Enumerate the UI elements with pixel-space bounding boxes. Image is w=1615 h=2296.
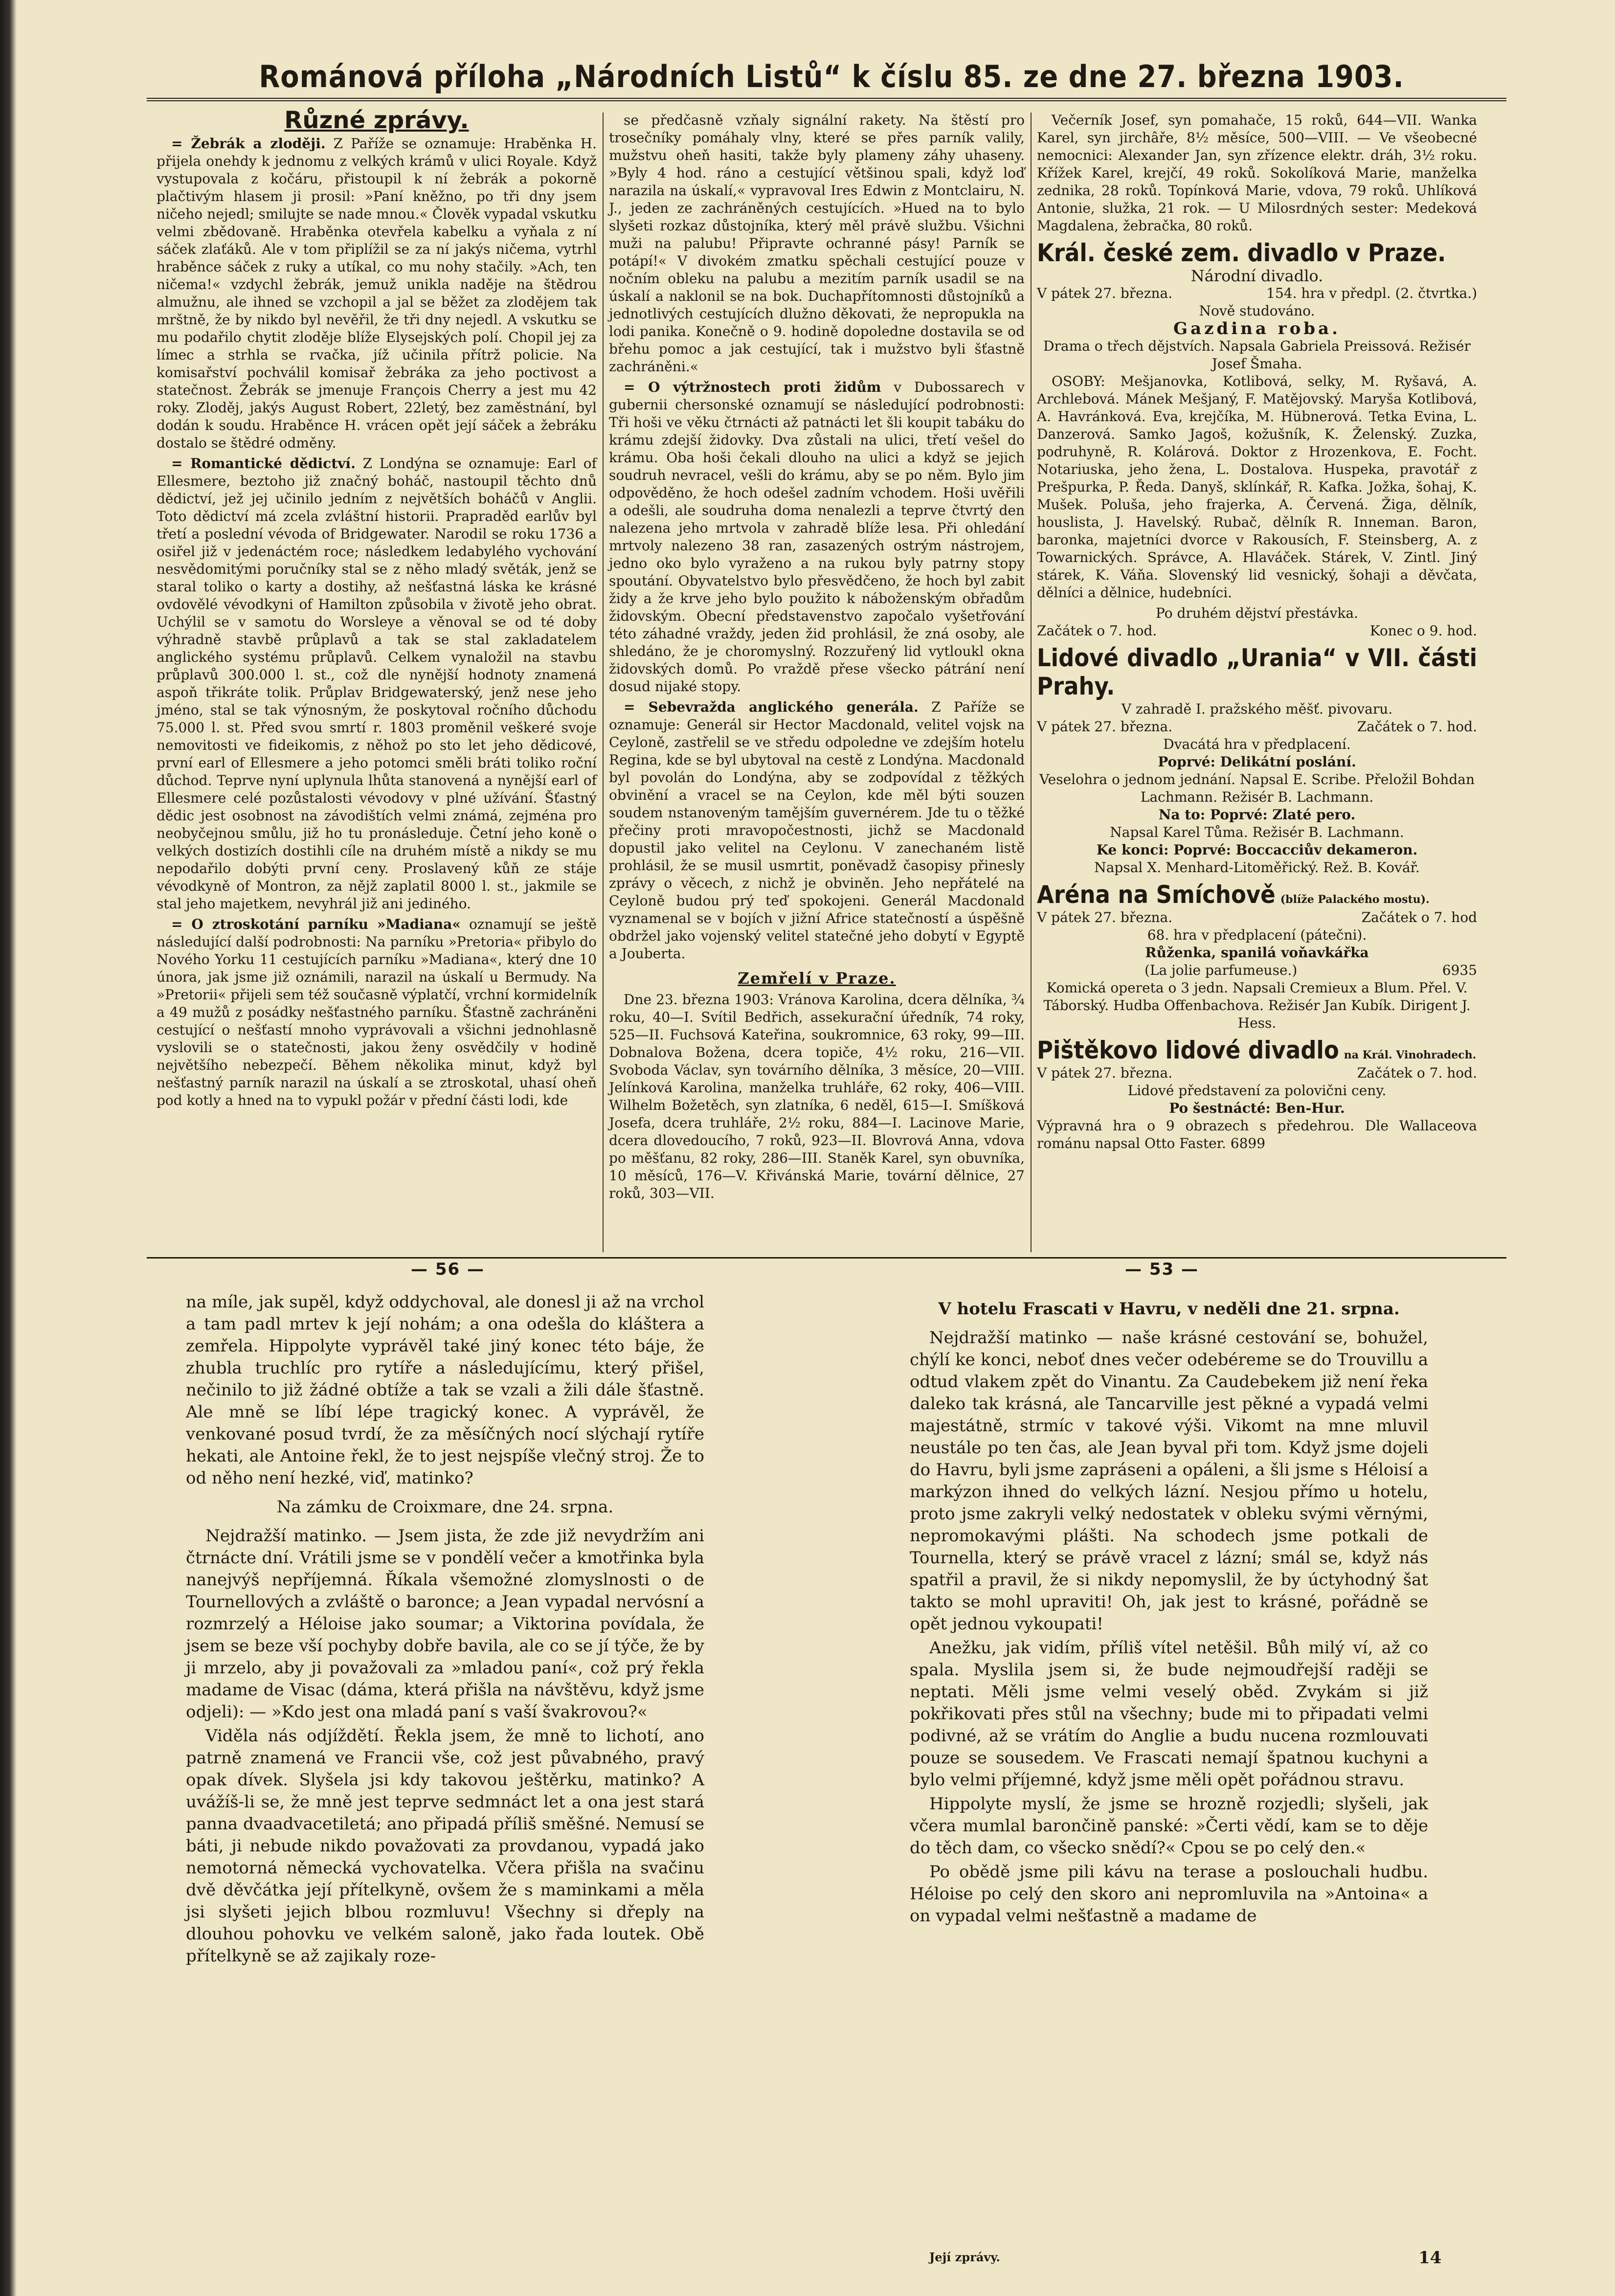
start-time: Začátek o 7. hod. [1357, 1065, 1477, 1081]
article-lead: = Sebevražda anglického generála. [624, 699, 919, 715]
play-description [1037, 1117, 1477, 1152]
header-rule [147, 98, 1506, 101]
performance-row [1037, 285, 1477, 302]
letter-heading: Na zámku de Croixmare, dne 24. srpna. [276, 1497, 614, 1517]
article [157, 455, 597, 913]
start-time: Začátek o 7. hod. [1357, 719, 1477, 735]
page-binding-edge [0, 0, 17, 2296]
performance-note: Lidové představení za polovični ceny. [1127, 1082, 1387, 1099]
article [157, 135, 597, 452]
performance-date: V pátek 27. března. [1037, 909, 1173, 925]
play-description: Napsal X. Menhard-Litoměřický. Rež. B. Kovář. [1094, 859, 1420, 876]
theater-heading [1037, 1032, 1477, 1064]
end-time: Konec o 9. hod. [1369, 623, 1477, 639]
middle-column [609, 112, 1025, 1205]
ad-number: 6899 [1230, 1135, 1266, 1151]
novel-paragraph: Anežku, jak vidím, příliš vítel netěšil. Bůh milý ví, až co spala. Myslila jsem si, že bude nejmoudřejší raději se neptati. Měli jsme velmi veselý oběd. Zvykám si již pokřikovati přes stůl na všechny; bude mi to připadati velmi podivné, až se vrátím do Anglie a budu nucena rozmlouvati pouze se sousedem. Ve Frascati nemají špatnou kuchyni a bylo velmi příjemné, když jsme měli opět pořádnou stravu. [910, 1638, 1428, 1790]
left-column [157, 108, 597, 1112]
novel-paragraph: na míle, jak supěl, když oddychoval, ale donesl ji až na vrchol a tam padl mrtev k její nohám; a ona odešla do kláštera a zemřela. Hippolyte vyprávěl také jiný konec této báje, že zhubla truchlíc pro rytíře a následujícímu, který přišel, nečinilo to již žádné obtíže a tak se vzali a žili dále šťastně. Ale mně se líbí lépe tragický konec. A vyprávěl, že venkované posud tvrdí, že za měsíčných nocí slýchají rytíře hekati, ale Antoine řekl, že to jest nejspíše vlečný stroj. Že to od něho není hezké, viď, matinko? [186, 1292, 704, 1488]
play-description: Napsal Karel Tůma. Režisér B. Lachmann. [1110, 824, 1404, 840]
section-rule [147, 1257, 1506, 1259]
play-description: Komická opereta o 3 jedn. Napsali Cremieux a Blum. Přel. V. Táborský. Hudba Offenbachova. Režisér Jan Kubík. Dirigent J. Hess. [1043, 980, 1471, 1031]
column-divider [603, 113, 604, 1252]
footer-note: Její zprávy. [929, 2250, 1000, 2264]
theater-title: Lidové divadlo „Urania“ v VII. části Prahy. [1037, 644, 1477, 700]
play-title: Poprvé: Delikátní poslání. [1158, 754, 1356, 770]
novel-paragraph: Nejdražší matinko. — Jsem jista, že zde již nevydržím ani čtrnácte dní. Vrátili jsme se v pondělí večer a kmotřinka byla nanejvýš nepříjemná. Říkala všemožné zlomyslnosti o de Tournellových a zvláště o baronce; a Jean vypadal nervósní a rozmrzelý a Héloise jako soumar; a Viktorina povídala, že jsem se beze vší pochyby dobře bavila, ale co se jí týče, že by ji mrzelo, aby ji považovali za »mladou paní«, což prý řekla madame de Visac (dáma, která přišla na návštěvu, když jsme odjeli): — »Kdo jest ona mladá paní s vaší švakrovou?« [186, 1526, 704, 1722]
theater-title: Aréna na Smíchově [1037, 880, 1276, 909]
play-title: Po šestnácté: Ben-Hur. [1169, 1100, 1345, 1116]
article-lead: = O výtržnostech proti židům [624, 379, 881, 395]
play-title: Gazdina roba. [1173, 319, 1341, 338]
novel-left-page [186, 1291, 704, 1969]
page-header: Románová příloha „Národních Listů“ k číslu 85. ze dne 27. března 1903. [259, 59, 1404, 94]
article-lead: = Žebrák a zloději. [171, 135, 326, 152]
performance-date: V pátek 27. března. [1037, 1065, 1173, 1081]
subtitle-row [1037, 962, 1477, 979]
article-text: Z Paříže se oznamuje: Generál sir Hector Macdonald, velitel vojsk na Ceyloně, zastřelil se ve středu odpoledne ve zdejším hotelu Regina, kde se byl ubytoval na cestě z Londýna. Macdonald byl povolán do Londýna, aby se zodpovídal z těžkých obvinění a vracel se na Ceylon, kde měl býti souzen soudem nstanoveným tamějším guvernérem. Jde tu o těžké přečiny proti mravopočestnosti, jichž se Macdonald dopustil jako velitel na Ceylonu. V zanechaném listě prohlásil, že se musil usmrtit, poněvadž časopisy přinesly zprávy o věcech, z nichž je obviněn. Jeho nepřátelé na Ceyloně budou prý teď spokojeni. Generál Macdonald vyznamenal se v bojích v jižní Africe statečností a úspěšně obdržel jako vojenský velitel statečné jeho dobytí v Egyptě a Jouberta. [609, 699, 1025, 962]
theater-subtitle: Národní divadlo. [1190, 267, 1323, 285]
novel-right-page [910, 1291, 1428, 1929]
ad-number: 6935 [1442, 962, 1477, 978]
page-number-left: — 56 — [411, 1260, 485, 1279]
performance-date: V pátek 27. března. [1037, 285, 1173, 301]
theater-tag: (blíže Palackého mostu). [1280, 893, 1430, 906]
play-description: Veselohra o jednom jednání. Napsal E. Scribe. Přeložil Bohdan Lachmann. Režisér B. Lachmann. [1039, 771, 1475, 805]
article-lead: = O ztroskotání parníku »Madiana« [171, 916, 461, 932]
article [157, 916, 597, 1109]
article-text: v Dubossarech v gubernii chersonské oznamují se následující podrobnosti: Tři hoši ve věku čtrnácti až patnácti let šli koupit tabáku do krámu zdejší židovky. Dva zůstali na ulici, třetí vešel do krámu. Oba hoši čekali dlouho na ulici a když se jejich soudruh nevracel, vešli do krámu, aby se po něm. Bylo jim odpověděno, že hoch odešel zadním vchodem. Hoši uvěřili a odešli, ale soudruha doma nenalezli a teprve čtvrtý den nalezena jeho mrtvola v zahradě blíže lesa. Při ohledání mrtvoly nalezeno 38 ran, zasazených ostrým nástrojem, jedno oko bylo vyraženo a na rukou byly patrny stopy spoutání. Obyvatelstvo bylo přesvědčeno, že hoch byl zabit židy a že krve jeho bylo použito k náboženským obřadům židovským. Obecní představenstvo započalo vyšetřování této záhadné vraždy, jeden žid prohlásil, že zná osoby, ale shledáno, že je choromyslný. Rozzuřený lid vytloukl okna židovských domů. Po vraždě přese všecko pátrání není dosud nijaké stopy. [609, 379, 1025, 695]
novel-paragraph: Hippolyte myslí, že jsme se hrozně rozjedli; slyšeli, jak včera mumlal barončině panské: »Čerti vědí, kam se to děje do těch dam, co všecko snědí?« Cpou se po celý den.« [910, 1794, 1428, 1858]
right-column [1037, 112, 1477, 1152]
novel-paragraph: Po obědě jsme pili kávu na terase a poslouchali hudbu. Héloise po celý den skoro ani nepromluvila na »Antoina« a on vypadal velmi nešťastně a madame de [910, 1862, 1428, 1926]
article [609, 379, 1025, 696]
play-title: Na to: Poprvé: Zlaté pero. [1158, 807, 1356, 823]
play-description: Drama o třech dějstvích. Napsala Gabriela Preissová. Režisér Josef Šmaha. [1043, 338, 1471, 372]
performance-number: Dvacátá hra v předplacení. [1163, 736, 1351, 752]
theater-title: Pištěkovo lidové divadlo [1037, 1036, 1339, 1064]
times-row [1037, 622, 1477, 640]
performance-row [1037, 909, 1477, 926]
play-original-title: (La jolie parfumeuse.) [1144, 962, 1298, 978]
letter-heading: V hotelu Frascati v Havru, v neděli dne 21. srpna. [938, 1299, 1400, 1319]
novel-paragraph: Nejdražší matinko — naše krásné cestování se, bohužel, chýlí ke konci, neboť dnes večer odebéreme se do Trouvillu a odtud vlakem zpět do Vinantu. Za Caudebekem již není řeka daleko tak krásná, ale Tancarville jest pěkné a vypadá velmi majestátně, strmíc v takové výši. Vikomt na mne mluvil neustále po ten čas, ale Jean byval při tom. Když jsme dojeli do Havru, byli jsme zapráseni a opáleni, a šli jsme s Héloisí a markýzon ihned do velkých lázní. Nesjou přímo u hotelu, proto jsme zakryli velký nedostatek v obleku svými věrnými, nepromokavými plášti. Na schodech jsme potkali de Tournella, který se právě vracel z lázní; smál se, když nás spatřil a pravil, že si nikdy nepomyslil, že by úctyhodný šat takto se mohl upraviti! Oh, jak jest to krásné, pořádně se opět jednou vykoupati! [910, 1328, 1428, 1634]
play-description-text: Výpravná hra o 9 obrazech s předehrou. Dle Wallaceova románu napsal Otto Faster. [1037, 1118, 1477, 1151]
theater-tag: na Král. Vinohradech. [1344, 1049, 1477, 1061]
performance-number: 154. hra v předpl. (2. čtvrtka.) [1266, 285, 1477, 301]
deaths-title: Zemřelí v Praze. [738, 969, 896, 988]
performance-row [1037, 1064, 1477, 1082]
performance-note: Nově studováno. [1199, 303, 1315, 319]
footer-page: 14 [1418, 2248, 1442, 2268]
play-title: Ke konci: Poprvé: Boccacciův dekameron. [1096, 842, 1418, 858]
page-number-right: — 53 — [1125, 1260, 1199, 1279]
article [609, 112, 1025, 376]
performance-number: 68. hra v předplacení (pátečni). [1147, 927, 1367, 943]
cast-list: OSOBY: Mešjanovka, Kotlibová, selky, M. Ryšavá, A. Archlebová. Mánek Mešjaný, F. Matějovský. Maryša Kotlibová, A. Havránková. Eva, krejčíka, M. Hübnerová. Tetka Evina, L. Danzerová. Samko Jagoš, kožušník, K. Želenský. Zuzka, podruhyně, R. Kolárová. Doktor z Hrozenkova, E. Focht. Notariuska, jeho žena, L. Dostalova. Huspeka, pravotář z Prešpurka, P. Ředa. Danyš, sklínkář, R. Kafka. Jožka, šohaj, K. Mušek. Poluša, jeho frajerka, A. Červená. Žiga, dělník, houslista, J. Havelský. Rubač, dělník R. Inneman. Baron, baronka, majetníci dvorce v Rakousích, F. Steinsberg, A. z Towarnických. Správce, A. Hlaváček. Stárek, V. Zintl. Jiný stárek, K. Váňa. Slovenský lid vesnický, šohaji a děvčata, dělníci a dělnice, hudebníci. [1037, 373, 1477, 601]
theater-heading [1037, 877, 1477, 909]
novel-paragraph: Viděla nás odjíždětí. Řekla jsem, že mně to lichotí, ano patrně znamená ve Francii vše, což jest půvabného, pravý opak dívek. Slyšela jsi kdy takovou ještěrku, matinko? A uvážíš-li se, že mně jest teprve sedmnáct let a ona jest stará panna dvaadvacetiletá; ano připadá příliš směšné. Nemusí se báti, ji nebude nikdo považovati za provdanou, vypadá jako nemotorná německá vychovatelka. Včera přišla na svačinu dvě děvčátka její přítelkyně, ovšem že s maminkami a měla jsi slyšeti jejich blbou rozmluvu! Všechny si dřeply na dlouhou pohovku ve velkém saloně, jako řada loutek. Obě přítelkyně se až zajikaly roze- [186, 1726, 704, 1966]
deaths-list: Dne 23. března 1903: Vránova Karolina, dcera dělníka, ¾ roku, 40—I. Svítil Bedřich, assekurační úředník, 74 roky, 525—II. Fuchsová Kateřina, soukromnice, 63 roky, 99—III. Dobnalova Božena, dcera topiče, 4½ roku, 216—VII. Svoboda Václav, syn továrního dělníka, 3 měsíce, 20—VIII. Jelínková Karolina, manželka truhláře, 62 roky, 406—VIII. Wilhelm Božetěch, syn zlatníka, 6 neděl, 615—I. Smíšková Josefa, dcera truhláře, 2½ roku, 884—I. Lacinove Marie, dcera dlovedoucího, 7 roků, 923—II. Blovrová Anna, vdova po měšťanu, 82 roky, 286—III. Staněk Karel, syn obuvníka, 10 měsíců, 176—V. Křivánská Marie, tovární dělnice, 27 roků, 303—VII. [609, 991, 1025, 1201]
section-title: Různé zprávy. [284, 107, 469, 134]
article-lead: = Romantické dědictví. [171, 455, 356, 472]
theater-subtitle: V zahradě I. pražského měšť. pivovaru. [1121, 701, 1393, 717]
play-title: Růženka, spanilá voňavkářka [1145, 945, 1369, 961]
article-text: Z Londýna se oznamuje: Earl of Ellesmere, beztoho již značný boháč, nastoupil těchto dnů dědictví, jež jej učinilo jedním z největších boháčů v Anglii. Toto dědictví má zcela zvláštní historii. Prapraděd earlův byl třetí a poslední vévoda of Bridgewater. Narodil se roku 1736 a osiřel již v jedenáctém roce; následkem ledabylého vychování nesvědomitými poručníky stal se z něho mladý světák, jenž se staral toliko o karty a dostihy, až nešťastná láska ke krásné ovdovělé vévodkyni of Hamilton způsobila v životě jeho obrat. Uchýlil se v samotu do Worsleye a věnoval se od té doby výhradně stavbě průplavů a tak se stal zakladatelem anglického systému průplavů. Celkem vynaložil na stavbu průplavů 300.000 l. st., což dle nynější hodnoty znamená aspoň třikráte tolik. Průplav Bridgewaterský, jenž nese jeho jméno, stal se tak výnosným, že poskytoval ročního důchodu 75.000 l. st. Před svou smrtí r. 1803 proměnil veškeré svoje nemovitosti ve fideikomis, z něhož po sto let jeho dědicové, první earl of Ellesmere a jeho potomci směli bráti toliko roční důchod. Teprve nyní uplynula lhůta stanovená a nynější earl of Ellesmere celé pozůstalosti vévodovy v plné užívání. Šťastný dědic jest osobnost na závodištích velmi známá, zejména pro neobyčejnou smůlu, již ho tu pronásleduje. Četní jeho koně o velkých dostizích dostihli cíle na druhém místě a nikdy se mu nepodařilo dobýti první ceny. Proslavený kůň ze stáje vévodkyně of Montron, za nějž zaplatil 8000 l. st., jakmile se stal jeho majetkem, nevyhrál již ani jediného. [157, 455, 597, 912]
article-text: oznamují se ještě následující další podrobnosti: Na parníku »Pretoria« přibylo do Nového Yorku 11 cestujících parníku »Madiana«, který dne 10 února, jak jsme již oznámili, narazil na úskalí u Bermudy. Na »Pretorii« přijeli sem též současně výplatčí, vrchní kormidelník a 49 mužů z posádky nešťastného parníku. Šťastně zachráněni cestující o nešťastí mnoho vyprávovali a všichni jednohlasně vyslovili se o statečnosti, jakou ženy osvědčily v hodině největšího nebezpečí. Během několika minut, když byl nešťastný parník narazil na úskalí a se ztroskotal, uhasí oheň pod kotly a hned na to vypukl požár v přední části lodi, kde [157, 916, 597, 1108]
intermission-note: Po druhém dějství přestávka. [1156, 605, 1358, 621]
performance-date: V pátek 27. března. [1037, 719, 1173, 735]
deaths-continued: Večerník Josef, syn pomahače, 15 roků, 644—VII. Wanka Karel, syn jirchâře, 8½ měsíce, 500—VIII. — Ve všeobecné nemocnici: Alexander Jan, syn zřízence elektr. dráh, 3½ roku. Křížek Karel, krejčí, 49 roků. Sokolíková Marie, manželka zednika, 28 roků. Topínková Marie, vdova, 79 roků. Uhlíková Antonie, služka, 21 rok. — U Milosrdných sester: Medeková Magdalena, žebračka, 80 roků. [1037, 112, 1477, 234]
column-divider [1031, 113, 1032, 1252]
start-time: Začátek o 7. hod. [1037, 623, 1157, 639]
performance-row [1037, 718, 1477, 736]
theater-title: Král. české zem. divadlo v Praze. [1037, 239, 1446, 267]
article-text: se předčasně vzňaly signální rakety. Na štěstí pro trosečníky pomáhaly vlny, které se přes parník valily, mužstvu oheň hasiti, takže byly plameny záhy uhaseny. »Byly 4 hod. ráno a cestující většinou spali, když loď narazila na úskalí,« vypravoval Ires Edwin z Montclairu, N. J., jeden ze zachráněných cestujících. »Hued na to bylo slyšeti rozkaz důstojníka, který měl právě službu. Všichni muži na palubu! Připravte ochranné pásy! Parník se potápí!« V divokém zmatku spěchali cestující pouze v nočním obleku na palubu a mezitím parník usadil se na úskalí a naklonil se na bok. Duchapřítomnosti důstojníků a jednotlivých cestujících dlužno děkovati, že nepropukla na lodi panika. Konečně o 9. hodině dopoledne dostavila se od břehu pomoc a jak cestující, tak i mužstvo byli šťastně zachráněni.« [609, 112, 1025, 375]
article-text: Z Paříže se oznamuje: Hraběnka H. přijela onehdy k jednomu z velkých krámů v ulici Royale. Když vystupovala z kočáru, přistoupil k ní žebrák a pokorně plačtivým hlasem ji prosil: »Paní kněžno, po tři dny jsem ničeho nejedl; smilujte se nade mnou.« Člověk vypadal vskutku velmi zbědovaně. Hraběnka otevřela kabelku a vyňala z ní sáček zlaťáků. Ale v tom připlížil se za ní jakýs ničema, vytrhl hraběnce sáček z ruky a utíkal, co mu nohy stačily. »Ach, ten ničema!« vzdychl žebrák, jemuž unikla naděje na štědrou almužnu, ale ihned se vzchopil a jal se běžet za zlodějem tak mrštně, že by nikdo byl nevěřil, že tři dny nejedl. A vskutku se mu podařilo chytit zloděje blíže Elysejských polí. Chopil jej za límec a strhla se rvačka, jíž učinila přítrž policie. Na komisařství pochválil komisař žebráka za jeho poctivost a statečnost. Žebrák se jmenuje François Cherry a jest mu 42 roky. Zloděj, jakýs August Robert, 22letý, bez zaměstnání, byl dodán k soudu. Hraběnce H. vrácen opět její sáček a žebráku dostalo se štědré odměny. [157, 135, 597, 451]
start-time: Začátek o 7. hod [1361, 909, 1477, 925]
article [609, 698, 1025, 963]
